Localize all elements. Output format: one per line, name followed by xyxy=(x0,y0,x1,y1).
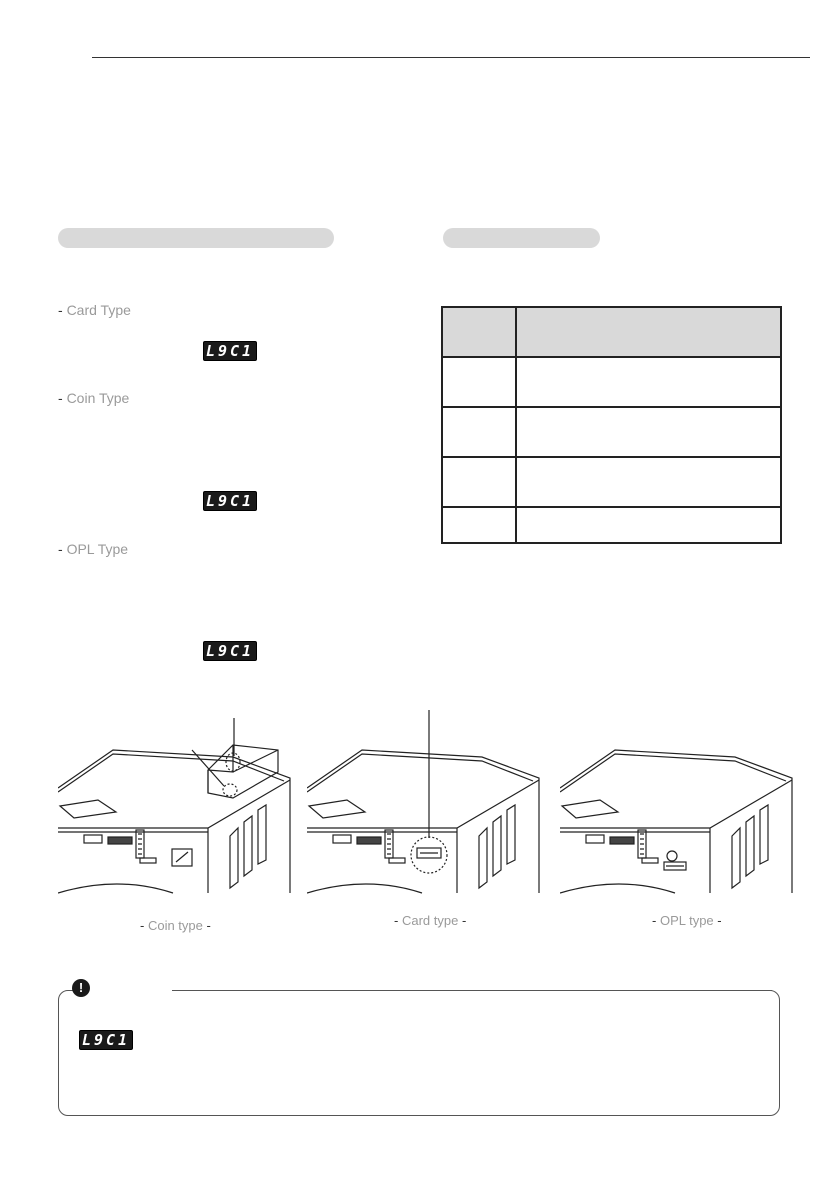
table-header-cell xyxy=(516,307,781,357)
table-cell xyxy=(442,407,516,457)
table-header-cell xyxy=(442,307,516,357)
opl-washer-illustration xyxy=(560,710,795,895)
exclamation-icon: ! xyxy=(72,979,90,997)
table-cell xyxy=(442,457,516,507)
note-title-gap xyxy=(76,980,176,996)
header-rule xyxy=(92,57,810,58)
coin-washer-illustration xyxy=(58,710,293,895)
section-heading-bar-right xyxy=(443,228,600,248)
table-cell xyxy=(516,507,781,543)
card-type-label: - Card Type xyxy=(58,302,131,318)
card-type-caption: - Card type - xyxy=(394,913,467,928)
display-code-card: L9C1 xyxy=(203,341,257,361)
coin-type-label: - Coin Type xyxy=(58,390,130,406)
display-code-opl: L9C1 xyxy=(203,641,257,661)
settings-table xyxy=(441,306,782,544)
table-header-row xyxy=(442,307,781,357)
coin-type-caption: - Coin type - xyxy=(140,918,211,933)
table-cell xyxy=(516,407,781,457)
table-cell xyxy=(442,357,516,407)
table-cell xyxy=(516,357,781,407)
card-washer-illustration xyxy=(307,710,542,895)
section-heading-bar-left xyxy=(58,228,334,248)
table-row xyxy=(442,357,781,407)
display-code-note: L9C1 xyxy=(79,1030,133,1050)
table-row xyxy=(442,407,781,457)
table-row xyxy=(442,507,781,543)
table-cell xyxy=(516,457,781,507)
opl-type-label: - OPL Type xyxy=(58,541,129,557)
opl-type-caption: - OPL type - xyxy=(652,913,722,928)
note-title-rule xyxy=(172,990,772,991)
table-cell xyxy=(442,507,516,543)
display-code-coin: L9C1 xyxy=(203,491,257,511)
table-row xyxy=(442,457,781,507)
note-box xyxy=(58,990,780,1116)
